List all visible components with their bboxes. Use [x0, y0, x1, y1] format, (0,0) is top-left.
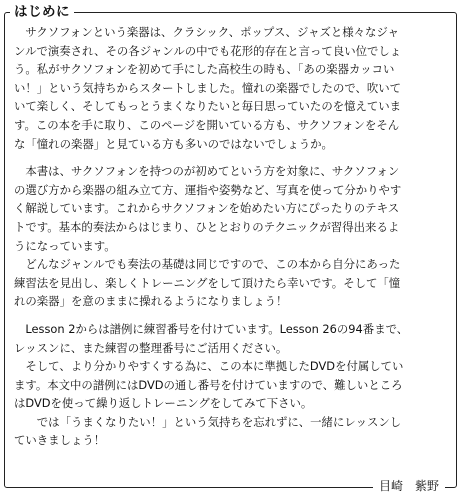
text-line: うになっています。: [14, 238, 116, 253]
text-line: トです。基本的奏法からはじまり、ひととおりのテクニックが習得出来るよ: [14, 219, 400, 234]
text-line: ンルで演奏され、その各ジャンルの中でも花形的存在と言って良い位でしょ: [14, 43, 402, 58]
text-line: れの楽器」を意のままに操れるようになりましょう！: [14, 294, 288, 309]
author-signature: 目崎 紫野: [373, 477, 445, 495]
preface-body: [14, 23, 450, 450]
text-line: う。私がサクソフォンを初めて手にした高校生の時も、「あの楽器カッコい: [14, 62, 395, 77]
text-line: いて楽しく、そしてもっとうまくなりたいと毎日思っていたのを憶えていま: [14, 99, 402, 114]
text-line: ていきましょう！: [14, 433, 106, 448]
text-line: い！」という気持ちからスタートしました。憧れの楽器でしたので、吹いて: [14, 80, 402, 95]
text-line: はDVDを使って繰り返しトレーニングをしてみて下さい。: [14, 396, 313, 411]
text-line: Lesson 2からは譜例に練習番号を付けています。Lesson 26の94番まで、: [14, 321, 409, 336]
text-line: どんなジャンルでも奏法の基礎は同じですので、この本から自分にあった: [14, 257, 401, 272]
text-line: 本書は、サクソフォンを持つのが初めてという方を対象に、サクソフォン: [14, 164, 400, 179]
section-heading: はじめに: [10, 3, 74, 21]
text-line: そして、より分かりやすくする為に、この本に準拠したDVDを付属してい: [14, 359, 404, 374]
text-line: く解説しています。これからサクソフォンを始めたい方にぴったりのテキス: [14, 201, 400, 216]
text-line: ます。本文中の譜例にはDVDの通し番号を付けていますので、難しいところ: [14, 377, 403, 392]
paragraph-about-book: [14, 162, 450, 311]
paragraph-gap: [14, 311, 450, 320]
paragraph-gap: [14, 153, 450, 162]
text-line: 練習法を見出し、楽しくトレーニングをして頂けたら幸いです。そして「憧: [14, 275, 401, 290]
text-line: レッスンに、また練習の整理番号にご活用ください。: [14, 340, 288, 355]
paragraph-lessons: [14, 320, 450, 450]
text-line: す。この本を手に取り、このページを開いている方も、サクソフォンをそん: [14, 117, 400, 132]
paragraph-intro: [14, 23, 450, 153]
text-line: では「うまくなりたい！」という気持ちを忘れずに、一緒にレッスンし: [14, 414, 402, 429]
text-line: の選び方から楽器の組み立て方、運指や姿勢など、写真を使って分かりやす: [14, 182, 402, 197]
text-line: な「憧れの楽器」と見ている方も多いのではないでしょうか。: [14, 136, 333, 151]
text-line: サクソフォンという楽器は、クラシック、ポップス、ジャズと様々なジャ: [14, 25, 400, 39]
